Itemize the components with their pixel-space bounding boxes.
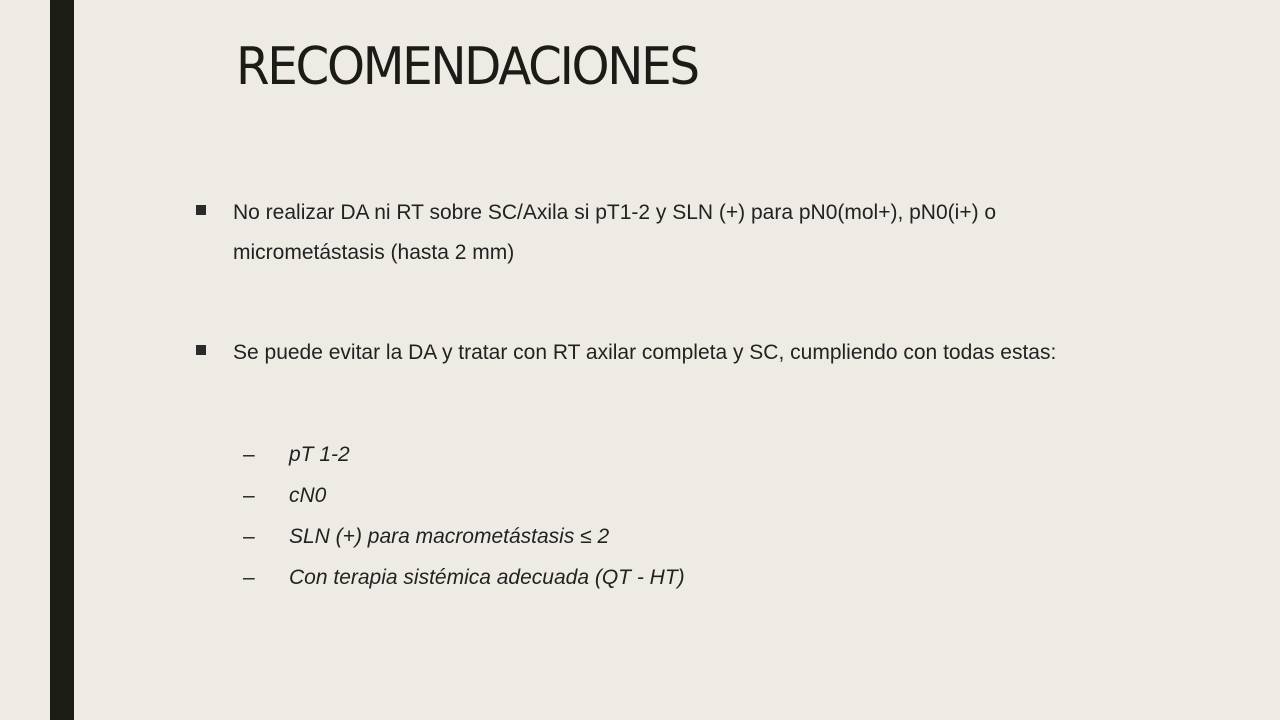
sub-bullet-text: pT 1-2 xyxy=(289,443,350,466)
sub-bullet-text: Con terapia sistémica adecuada (QT - HT) xyxy=(289,566,685,589)
sub-bullet-text: cN0 xyxy=(289,484,327,507)
dash-bullet-icon: – xyxy=(243,525,255,548)
bullet-text: No realizar DA ni RT sobre SC/Axila si pT1-2 y SLN (+) para pN0(mol+), pN0(i+) o micrometástasis (hasta 2 mm) xyxy=(233,201,997,264)
bullet-item xyxy=(196,193,1136,273)
sub-bullet-item xyxy=(243,475,685,516)
sub-bullet-item xyxy=(243,557,685,598)
sub-bullet-item xyxy=(243,434,685,475)
accent-bar xyxy=(50,0,74,720)
square-bullet-icon xyxy=(196,205,206,215)
slide-title: RECOMENDACIONES xyxy=(236,37,698,97)
dash-bullet-icon: – xyxy=(243,484,255,507)
square-bullet-icon xyxy=(196,345,206,355)
sub-bullet-list xyxy=(243,434,685,598)
sub-bullet-text: SLN (+) para macrometástasis ≤ 2 xyxy=(289,525,610,548)
sub-bullet-item xyxy=(243,516,685,557)
bullet-text: Se puede evitar la DA y tratar con RT axilar completa y SC, cumpliendo con todas estas: xyxy=(233,341,1057,364)
bullet-item xyxy=(196,333,1136,373)
dash-bullet-icon: – xyxy=(243,566,255,589)
dash-bullet-icon: – xyxy=(243,443,255,466)
